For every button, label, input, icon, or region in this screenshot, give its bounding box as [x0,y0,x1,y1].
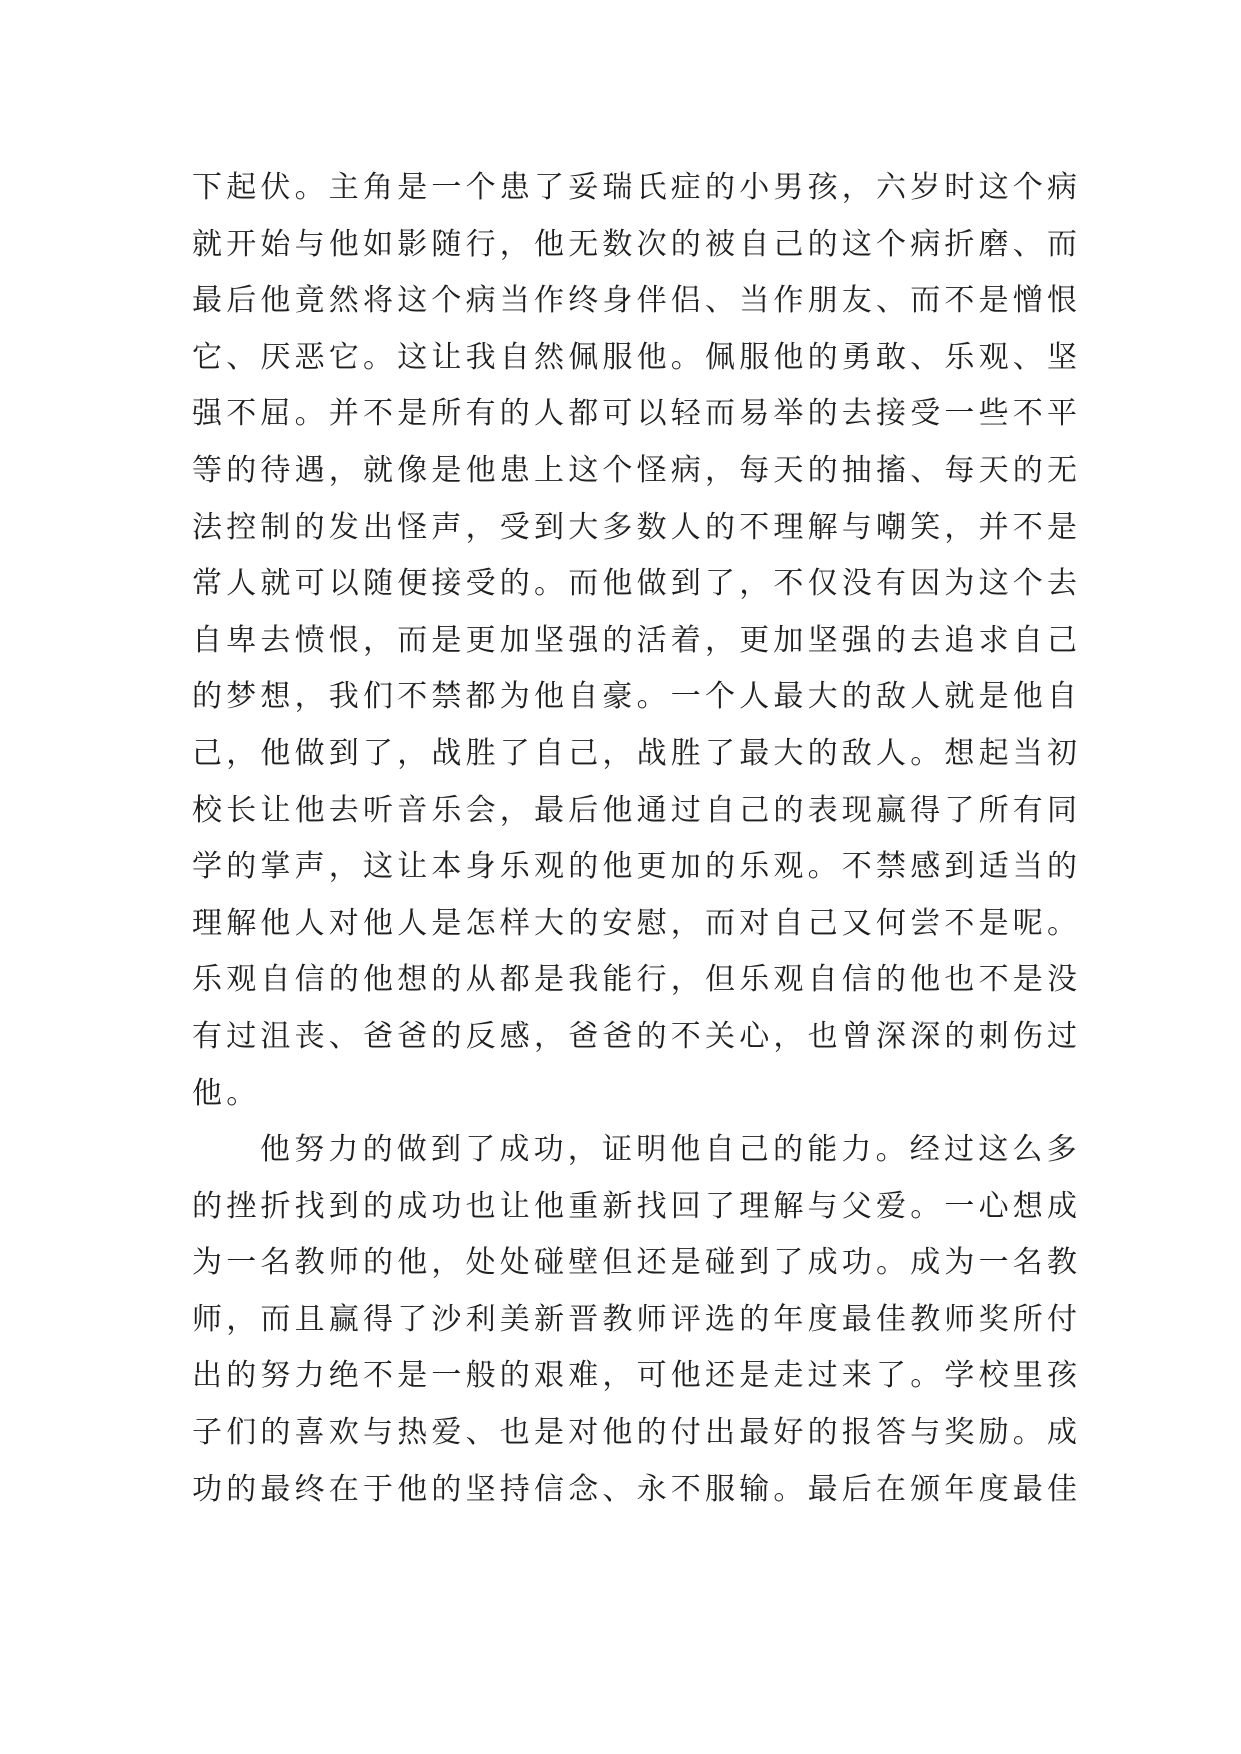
text-line: 理解他人对他人是怎样大的安慰，而对自己又何尝不是呢。 [192,905,1082,941]
text-line: 校长让他去听音乐会，最后他通过自己的表现赢得了所有同 [192,792,1082,828]
text-line: 下起伏。主角是一个患了妥瑞氏症的小男孩，六岁时这个病 [192,170,1082,205]
text-line: 师，而且赢得了沙利美新晋教师评选的年度最佳教师奖所付 [192,1301,1082,1337]
text-line: 最后他竟然将这个病当作终身伴侣、当作朋友、而不是憎恨 [192,283,1082,319]
text-line: 的梦想，我们不禁都为他自豪。一个人最大的敌人就是他自 [192,679,1082,715]
text-line: 就开始与他如影随行，他无数次的被自己的这个病折磨、而 [192,226,1082,262]
text-line: 出的努力绝不是一般的艰难，可他还是走过来了。学校里孩 [192,1358,1082,1394]
text-line: 学的掌声，这让本身乐观的他更加的乐观。不禁感到适当的 [192,849,1082,885]
text-line: 等的待遇，就像是他患上这个怪病，每天的抽搐、每天的无 [192,452,1082,488]
body-text [192,160,1092,1518]
text-line: 功的最终在于他的坚持信念、永不服输。最后在颁年度最佳 [192,1471,1082,1507]
text-line: 常人就可以随便接受的。而他做到了，不仅没有因为这个去 [192,566,1082,602]
text-line: 强不屈。并不是所有的人都可以轻而易举的去接受一些不平 [192,396,1082,432]
text-line: 他。 [192,1075,261,1111]
text-line: 法控制的发出怪声，受到大多数人的不理解与嘲笑，并不是 [192,509,1082,545]
text-line: 自卑去愤恨，而是更加坚强的活着，更加坚强的去追求自己 [192,622,1082,658]
text-line: 为一名教师的他，处处碰壁但还是碰到了成功。成为一名教 [192,1245,1082,1281]
paragraph-start-line: 他努力的做到了成功，证明他自己的能力。经过这么多 [260,1132,1081,1168]
text-line: 己，他做到了，战胜了自己，战胜了最大的敌人。想起当初 [192,735,1082,771]
text-line: 乐观自信的他想的从都是我能行，但乐观自信的他也不是没 [192,962,1082,998]
text-line: 它、厌恶它。这让我自然佩服他。佩服他的勇敢、乐观、坚 [192,339,1082,375]
text-line: 子们的喜欢与热爱、也是对他的付出最好的报答与奖励。成 [192,1415,1082,1451]
text-line: 有过沮丧、爸爸的反感，爸爸的不关心，也曾深深的刺伤过 [192,1018,1082,1054]
text-line: 的挫折找到的成功也让他重新找回了理解与父爱。一心想成 [192,1188,1082,1224]
